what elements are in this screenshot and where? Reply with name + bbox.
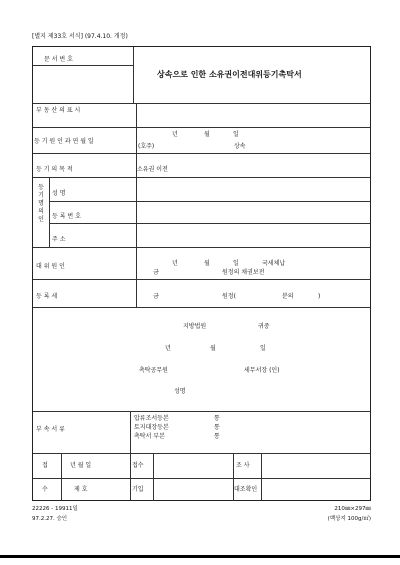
subrog-month: 월 [204,260,210,267]
purpose-label: 등 기 의 목 적 [36,166,73,173]
footer-approval: 97.2.27. 승인 [32,516,68,522]
form-title: 상속으로 인한 소유권이전대위등기촉탁서 [157,70,302,79]
review-label: 조 사 [236,462,250,469]
request-court: 지방법원 [183,323,207,330]
attachment-item-3: 촉탁서 부본 [134,433,165,440]
name-label: 성 명 [52,190,66,197]
footer-paper: (백상지 100g/㎡) [327,516,371,522]
handle-label: 수 [42,486,48,493]
address-label: 주 소 [52,236,66,243]
subrog-claim: 원정의 채권보전 [222,269,265,276]
request-official: 촉탁공무원 [139,367,168,374]
receipt-num-label: 접수 [132,462,144,469]
subrog-amount: 금 [153,269,159,276]
footer-code: 22226 - 19911일 [32,506,78,512]
attachments-label: 부 속 서 류 [36,426,65,433]
receipt-date-label: 년 월 일 [70,462,92,469]
purpose-value: 소유권 이전 [137,166,168,173]
cause-month: 월 [204,131,210,138]
doc-number-label: 문 서 번 호 [44,56,73,63]
tax-part: 분의 [282,293,294,300]
receipt-label: 접 [42,462,48,469]
request-head: 세무서장 (인) [244,367,280,374]
cause-year: 년 [172,131,178,138]
subrog-tax: 국세체납 [262,260,286,267]
request-day: 일 [260,345,266,352]
attachment-unit-1: 통 [214,415,220,422]
request-year: 년 [165,345,171,352]
cause-inherit: 상속 [234,143,246,150]
reg-number-label: 등 록 번 호 [52,213,81,220]
footer-size: 210㎜×297㎜ [334,506,371,512]
subrogation-label: 대 위 원 인 [36,263,65,270]
cause-owner: (호주) [138,143,155,150]
tax-label: 등 록 세 [36,293,58,300]
tax-won: 원정( [222,293,236,300]
attachment-unit-3: 통 [214,433,220,440]
tax-close: ) [318,293,321,300]
attachment-item-2: 토지대장등본 [134,424,169,431]
handle-num-label: 제 호 [74,486,88,493]
attachment-item-1: 압류조서등본 [134,415,169,422]
property-label: 부 동 산 의 표 시 [36,107,81,114]
form-table [32,46,371,501]
page-bottom-border [0,555,400,558]
registrant-label: 등 기 명 의 인 [38,184,44,223]
cause-day: 일 [233,131,239,138]
tax-amount: 금 [153,293,159,300]
subrog-day: 일 [233,260,239,267]
subrog-year: 년 [172,260,178,267]
check-label: 대조확인 [234,486,258,493]
request-month: 월 [210,345,216,352]
entry-label: 기입 [132,486,144,493]
cause-label: 등 기 원 인 과 연 월 일 [34,138,94,145]
request-attention: 귀중 [258,323,270,330]
form-number: [별지 제33호 서식] (97.4.10. 개정) [32,33,128,40]
attachment-unit-2: 통 [214,424,220,431]
request-sign: 성명 [174,388,186,395]
